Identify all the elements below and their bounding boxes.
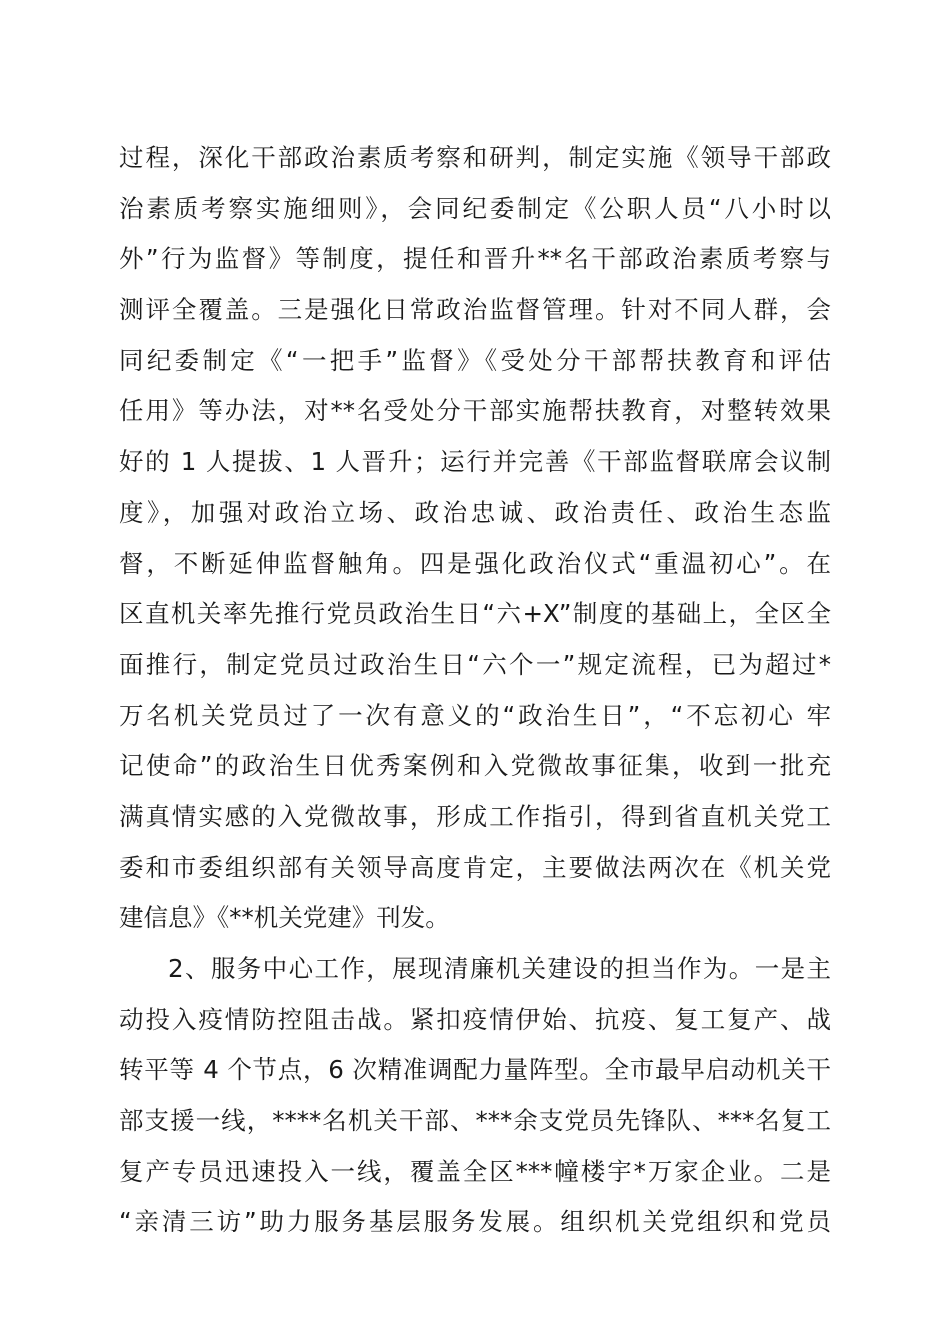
text-line: 满真情实感的入党微故事，形成工作指引，得到省直机关党工: [119, 801, 831, 831]
text-line: 同纪委制定《“一把手”监督》《受处分干部帮扶教育和评估: [119, 345, 831, 375]
text-line: 督，不断延伸监督触角。四是强化政治仪式“重温初心”。在: [119, 548, 831, 578]
section-heading-line: 2、服务中心工作，展现清廉机关建设的担当作为。一是主: [168, 954, 831, 983]
text-line: 好的 1 人提拔、1 人晋升；运行并完善《干部监督联席会议制: [119, 447, 831, 477]
text-line: 建信息》《**机关党建》刊发。: [119, 903, 450, 933]
text-line: “亲清三访”助力服务基层服务发展。组织机关党组织和党员: [119, 1207, 831, 1237]
text-line: 过程，深化干部政治素质考察和研判，制定实施《领导干部政: [119, 143, 831, 172]
text-line: 万名机关党员过了一次有意义的“政治生日”，“不忘初心 牢: [119, 700, 831, 730]
text-line: 转平等 4 个节点，6 次精准调配力量阵型。全市最早启动机关干: [119, 1055, 831, 1085]
text-line: 区直机关率先推行党员政治生日“六+X”制度的基础上，全区全: [119, 599, 831, 629]
text-line: 动投入疫情防控阻击战。紧扣疫情伊始、抗疫、复工复产、战: [119, 1004, 831, 1034]
text-line: 委和市委组织部有关领导高度肯定，主要做法两次在《机关党: [119, 852, 831, 882]
text-line: 面推行，制定党员过政治生日“六个一”规定流程，已为超过*: [119, 649, 831, 679]
text-line: 部支援一线，****名机关干部、***余支党员先锋队、***名复工: [119, 1106, 831, 1136]
body-text: [119, 133, 831, 1248]
text-line: 记使命”的政治生日优秀案例和入党微故事征集，收到一批充: [119, 751, 831, 781]
text-line: 测评全覆盖。三是强化日常政治监督管理。针对不同人群，会: [119, 295, 831, 325]
text-line: 任用》等办法，对**名受处分干部实施帮扶教育，对整转效果: [119, 396, 831, 426]
text-line: 治素质考察实施细则》，会同纪委制定《公职人员“八小时以: [119, 193, 831, 223]
text-line: 外”行为监督》等制度，提任和晋升**名干部政治素质考察与: [119, 244, 831, 274]
text-line: 度》，加强对政治立场、政治忠诚、政治责任、政治生态监: [119, 497, 831, 527]
text-line: 复产专员迅速投入一线，覆盖全区***幢楼宇*万家企业。二是: [119, 1156, 831, 1186]
